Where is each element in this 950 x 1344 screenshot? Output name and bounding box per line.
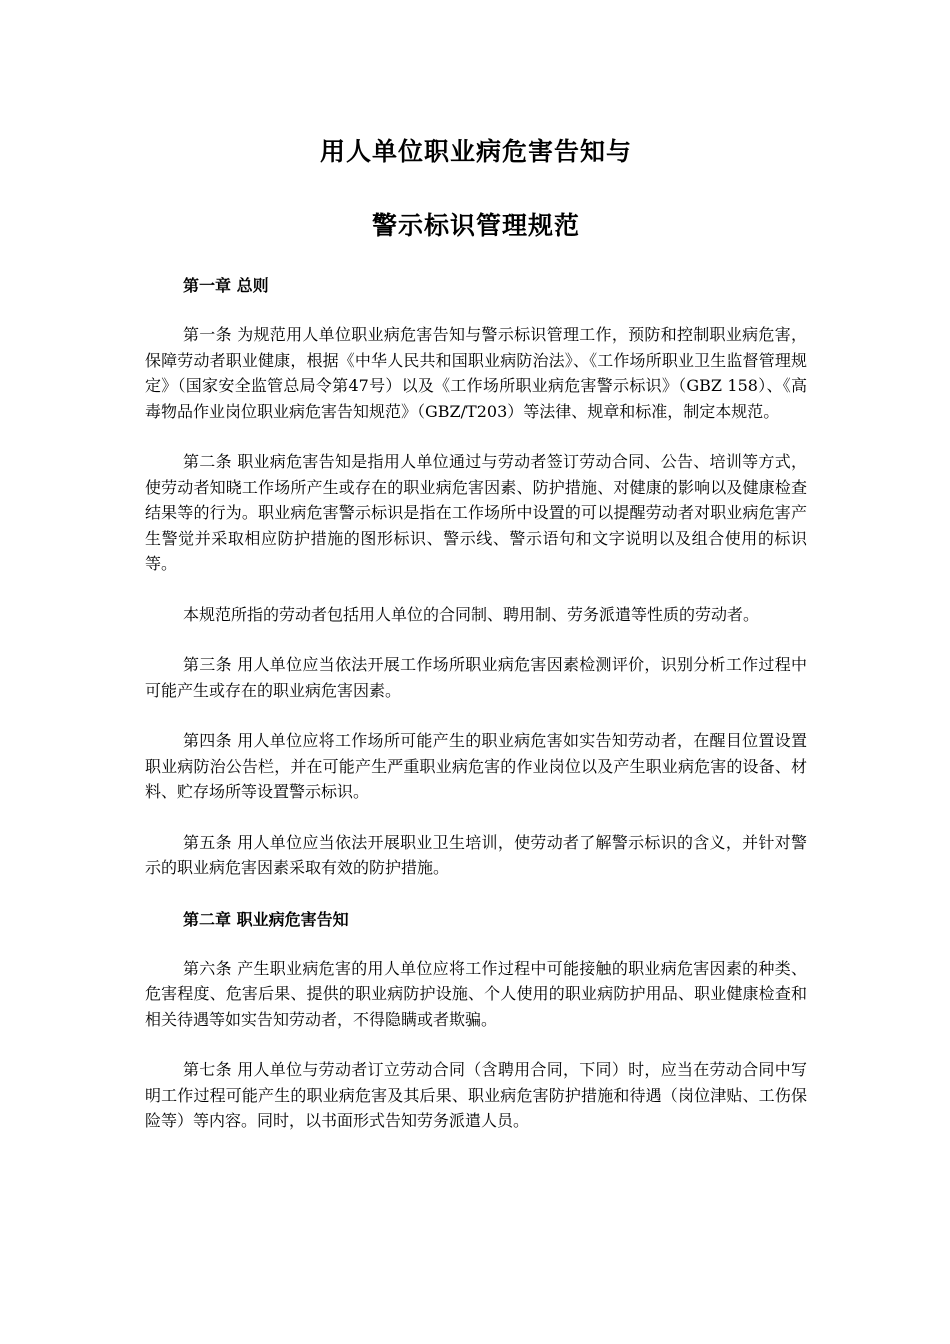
article-7: 第七条 用人单位与劳动者订立劳动合同（含聘用合同，下同）时，应当在劳动合同中写明工作过程可能产生的职业病危害及其后果、职业病危害防护措施和待遇（岗位津贴、工伤保险等）等内容。同时，以书面形式告知劳务派遣人员。 (145, 1060, 807, 1130)
chapter-1-heading: 第一章 总则 (183, 276, 269, 295)
article-6: 第六条 产生职业病危害的用人单位应将工作过程中可能接触的职业病危害因素的种类、危害程度、危害后果、提供的职业病防护设施、个人使用的职业病防护用品、职业健康检查和相关待遇等如实告知劳动者，不得隐瞒或者欺骗。 (145, 958, 807, 1029)
document-title-line-1: 用人单位职业病危害告知与 (319, 137, 632, 166)
article-3: 第三条 用人单位应当依法开展工作场所职业病危害因素检测评价，识别分析工作过程中可能产生或存在的职业病危害因素。 (145, 655, 807, 700)
chapter-2-heading: 第二章 职业病危害告知 (183, 909, 349, 929)
document-title-line-2: 警示标识管理规范 (371, 211, 580, 240)
article-5: 第五条 用人单位应当依法开展职业卫生培训，使劳动者了解警示标识的含义，并针对警示的职业病危害因素采取有效的防护措施。 (145, 832, 807, 877)
article-2-note: 本规范所指的劳动者包括用人单位的合同制、聘用制、劳务派遣等性质的劳动者。 (183, 604, 760, 624)
article-2: 第二条 职业病危害告知是指用人单位通过与劳动者签订劳动合同、公告、培训等方式，使劳动者知晓工作场所产生或存在的职业病危害因素、防护措施、对健康的影响以及健康检查结果等的行为。职业病危害警示标识是指在工作场所中设置的可以提醒劳动者对职业病危害产生警觉并采取相应防护措施的图形标识、警示线、警示语句和文字说明以及组合使用的标识等。 (145, 452, 807, 573)
document-body (145, 272, 807, 1159)
article-1: 第一条 为规范用人单位职业病危害告知与警示标识管理工作，预防和控制职业病危害，保障劳动者职业健康，根据《中华人民共和国职业病防治法》、《工作场所职业卫生监督管理规定》（国家安全监管总局令第47号）以及《工作场所职业病危害警示标识》（GBZ 158）、《高毒物品作业岗位职业病危害告知规范》（GBZ/T203）等法律、规章和标准，制定本规范。 (145, 325, 807, 421)
article-4: 第四条 用人单位应将工作场所可能产生的职业病危害如实告知劳动者，在醒目位置设置职业病防治公告栏，并在可能产生严重职业病危害的作业岗位以及产生职业病危害的设备、材料、贮存场所等设置警示标识。 (145, 731, 807, 801)
